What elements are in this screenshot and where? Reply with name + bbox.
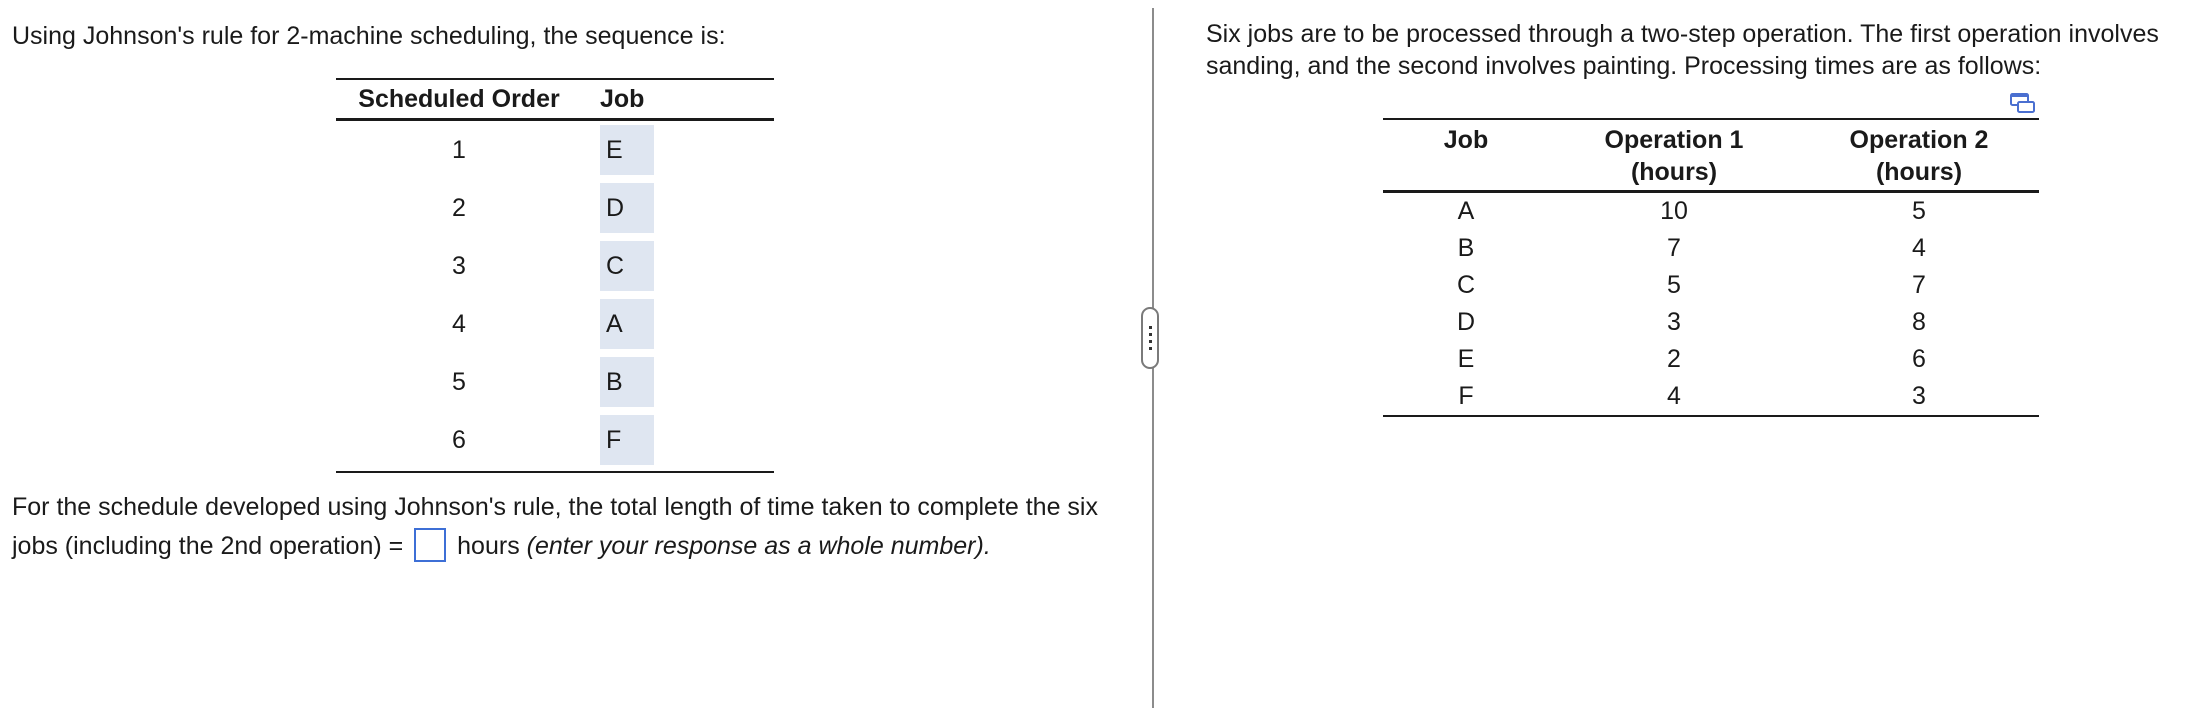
handle-dot <box>1149 340 1152 343</box>
table-row <box>336 411 774 469</box>
table-row <box>336 295 774 353</box>
job-cell[interactable]: F <box>600 415 654 465</box>
header-scheduled-order: Scheduled Order <box>358 84 560 113</box>
order-cell: 4 <box>452 309 466 338</box>
job-cell[interactable]: D <box>600 183 654 233</box>
processing-header-row <box>1383 120 2039 190</box>
handle-dot <box>1149 326 1152 329</box>
table-row <box>1383 193 2039 230</box>
op1-cell: 3 <box>1667 308 1681 336</box>
job-cell: A <box>1457 197 1475 225</box>
handle-dot <box>1149 333 1152 336</box>
order-cell: 3 <box>452 251 466 280</box>
job-cell: B <box>1457 234 1475 262</box>
table-row <box>1383 341 2039 378</box>
header-job: Job <box>600 84 645 113</box>
table-bottom-rule <box>1383 415 2039 417</box>
question-text <box>12 488 1122 566</box>
order-cell: 2 <box>452 193 466 222</box>
question-prompt: For the schedule developed using Johnson's rule, the total length of time taken to complete the six jobs (including the 2nd operation) = <box>12 493 1098 560</box>
job-cell[interactable]: C <box>600 241 654 291</box>
op2-cell: 6 <box>1912 345 1926 373</box>
answer-unit: hours <box>457 532 520 560</box>
job-cell[interactable]: B <box>600 357 654 407</box>
op2-cell: 5 <box>1912 197 1926 225</box>
order-cell: 5 <box>452 367 466 396</box>
job-cell: E <box>1457 345 1475 373</box>
table-row <box>1383 378 2039 415</box>
op1-cell: 10 <box>1660 197 1688 225</box>
table-row <box>336 353 774 411</box>
op2-cell: 4 <box>1912 234 1926 262</box>
handle-dot <box>1149 347 1152 350</box>
table-row <box>1383 304 2039 341</box>
op1-cell: 2 <box>1667 345 1681 373</box>
job-cell: C <box>1456 271 1476 299</box>
header-operation-1: Operation 1 (hours) <box>1604 126 1744 186</box>
op1-cell: 5 <box>1667 271 1681 299</box>
op1-cell: 7 <box>1667 234 1681 262</box>
table-row <box>1383 267 2039 304</box>
op2-cell: 8 <box>1912 308 1926 336</box>
copy-table-icon[interactable] <box>2010 92 2036 114</box>
job-cell: D <box>1456 308 1476 336</box>
problem-statement: Six jobs are to be processed through a two-step operation. The first operation involves sanding, and the second involves painting. Processing times are as follows: <box>1206 20 2159 80</box>
processing-times-table <box>1383 118 2039 417</box>
table-row <box>336 179 774 237</box>
order-cell: 1 <box>452 135 466 164</box>
header-operation-2: Operation 2 (hours) <box>1849 126 1989 186</box>
header-job: Job <box>1443 126 1489 154</box>
answer-hint: (enter your response as a whole number). <box>526 532 991 560</box>
schedule-header-row <box>336 80 774 118</box>
job-cell: F <box>1458 382 1474 410</box>
op2-cell: 3 <box>1912 382 1926 410</box>
op2-cell: 7 <box>1912 271 1926 299</box>
schedule-table <box>336 78 774 473</box>
intro-text: Using Johnson's rule for 2-machine scheduling, the sequence is: <box>12 22 726 50</box>
answer-input[interactable] <box>414 528 446 562</box>
table-bottom-rule <box>336 471 774 473</box>
pane-resize-handle[interactable] <box>1141 307 1159 369</box>
table-row <box>1383 230 2039 267</box>
job-cell[interactable]: E <box>600 125 654 175</box>
job-cell[interactable]: A <box>600 299 654 349</box>
op1-cell: 4 <box>1667 382 1681 410</box>
table-row <box>336 121 774 179</box>
table-row <box>336 237 774 295</box>
order-cell: 6 <box>452 425 466 454</box>
